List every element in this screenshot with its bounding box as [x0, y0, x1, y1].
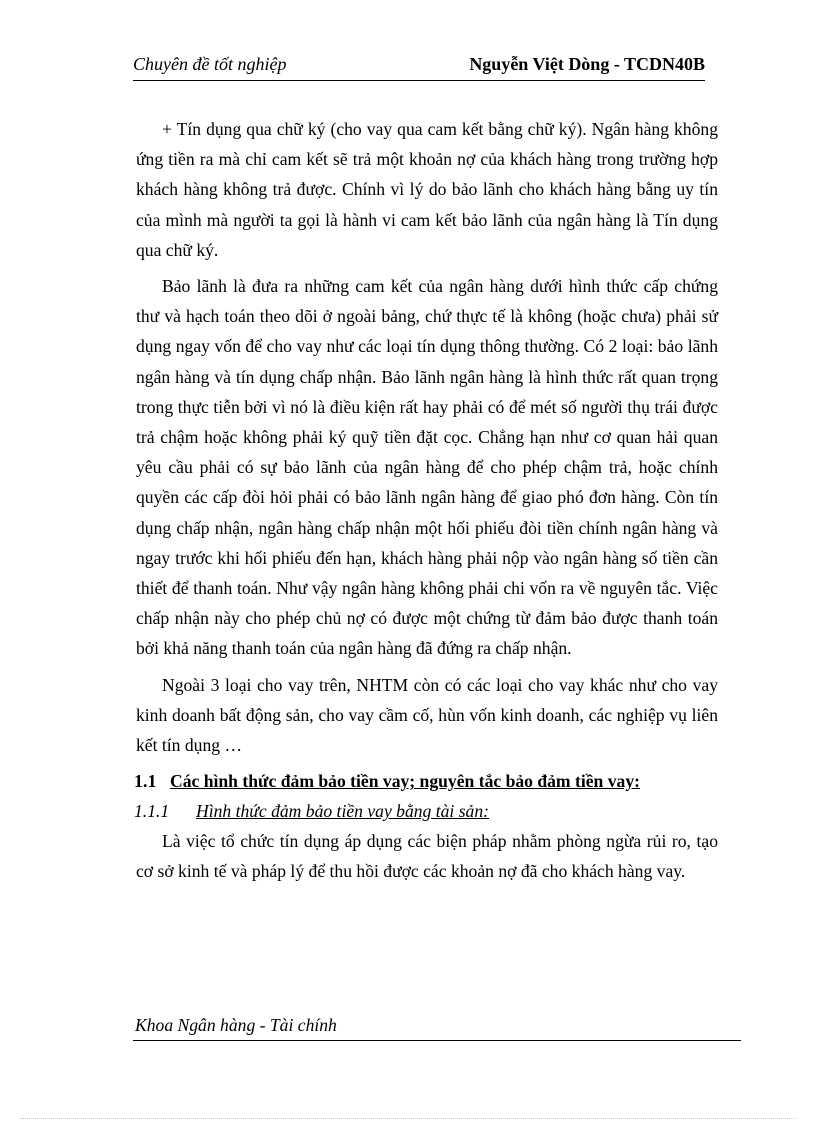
- page-boundary: [20, 1118, 796, 1119]
- subsection-title: Hình thức đảm bảo tiền vay bằng tài sản:: [196, 801, 490, 822]
- paragraph: Ngoài 3 loại cho vay trên, NHTM còn có các loại cho vay khác như cho vay kinh doanh bất động sản, cho vay cầm cố, hùn vốn kinh doanh, các nghiệp vụ liên kết tín dụng …: [136, 674, 718, 756]
- document-type: Chuyên đề tốt nghiệp: [133, 54, 287, 74]
- section-title: Các hình thức đảm bảo tiền vay; nguyên tắc bảo đảm tiền vay:: [170, 771, 640, 792]
- page-footer: [133, 1012, 741, 1041]
- paragraph: + Tín dụng qua chữ ký (cho vay qua cam kết bằng chữ ký). Ngân hàng không ứng tiền ra mà chỉ cam kết sẽ trả một khoản nợ của khách hàng trong trường hợp khách hàng không trả được. Chính vì lý do bảo lãnh cho khách hàng bằng uy tín của mình mà người ta gọi là hành vi cam kết bảo lãnh của ngân hàng là Tín dụng qua chữ ký.: [136, 119, 718, 260]
- section-number: 1.1: [134, 771, 157, 792]
- subsection-number: 1.1.1: [134, 801, 170, 822]
- page-header: [133, 50, 705, 81]
- subsection-heading: [134, 796, 718, 826]
- paragraph: Là việc tổ chức tín dụng áp dụng các biện pháp nhằm phòng ngừa rủi ro, tạo cơ sở kinh tế và pháp lý để thu hồi được các khoản nợ đã cho khách hàng vay.: [136, 831, 718, 882]
- paragraph: Bảo lãnh là đưa ra những cam kết của ngân hàng dưới hình thức cấp chứng thư và hạch toán theo dõi ở ngoài bảng, chứ thực tế là không (hoặc chưa) phải sử dụng ngay vốn để cho vay như các loại tín dụng thông thường. Có 2 loại: bảo lãnh ngân hàng và tín dụng chấp nhận. Bảo lãnh ngân hàng là hình thức rất quan trọng trong thực tiễn bởi vì nó là điều kiện rất hay phải có để mét số người thụ trái được trả chậm hoặc không phải ký quỹ tiền đặt cọc. Chẳng hạn như cơ quan hải quan yêu cầu phải có sự bảo lãnh của ngân hàng để cho phép chậm trả, hoặc chính quyền các cấp đòi hỏi phải có bảo lãnh ngân hàng để giao phó đơn hàng. Còn tín dụng chấp nhận, ngân hàng chấp nhận một hối phiếu đòi tiền chính ngân hàng và ngay trước khi hối phiếu đến hạn, khách hàng phải nộp vào ngân hàng số tiền cần thiết để thanh toán. Như vậy ngân hàng không phải chi vốn ra về nguyên tắc. Việc chấp nhận này cho phép chủ nợ có được một chứng từ đảm bảo được thanh toán bởi khả năng thanh toán của ngân hàng đã đứng ra chấp nhận.: [136, 276, 718, 659]
- faculty-name: Khoa Ngân hàng - Tài chính: [135, 1015, 337, 1035]
- document-body: [136, 114, 718, 893]
- section-heading: [134, 766, 718, 796]
- author-name: Nguyễn Việt Dòng - TCDN40B: [469, 54, 705, 74]
